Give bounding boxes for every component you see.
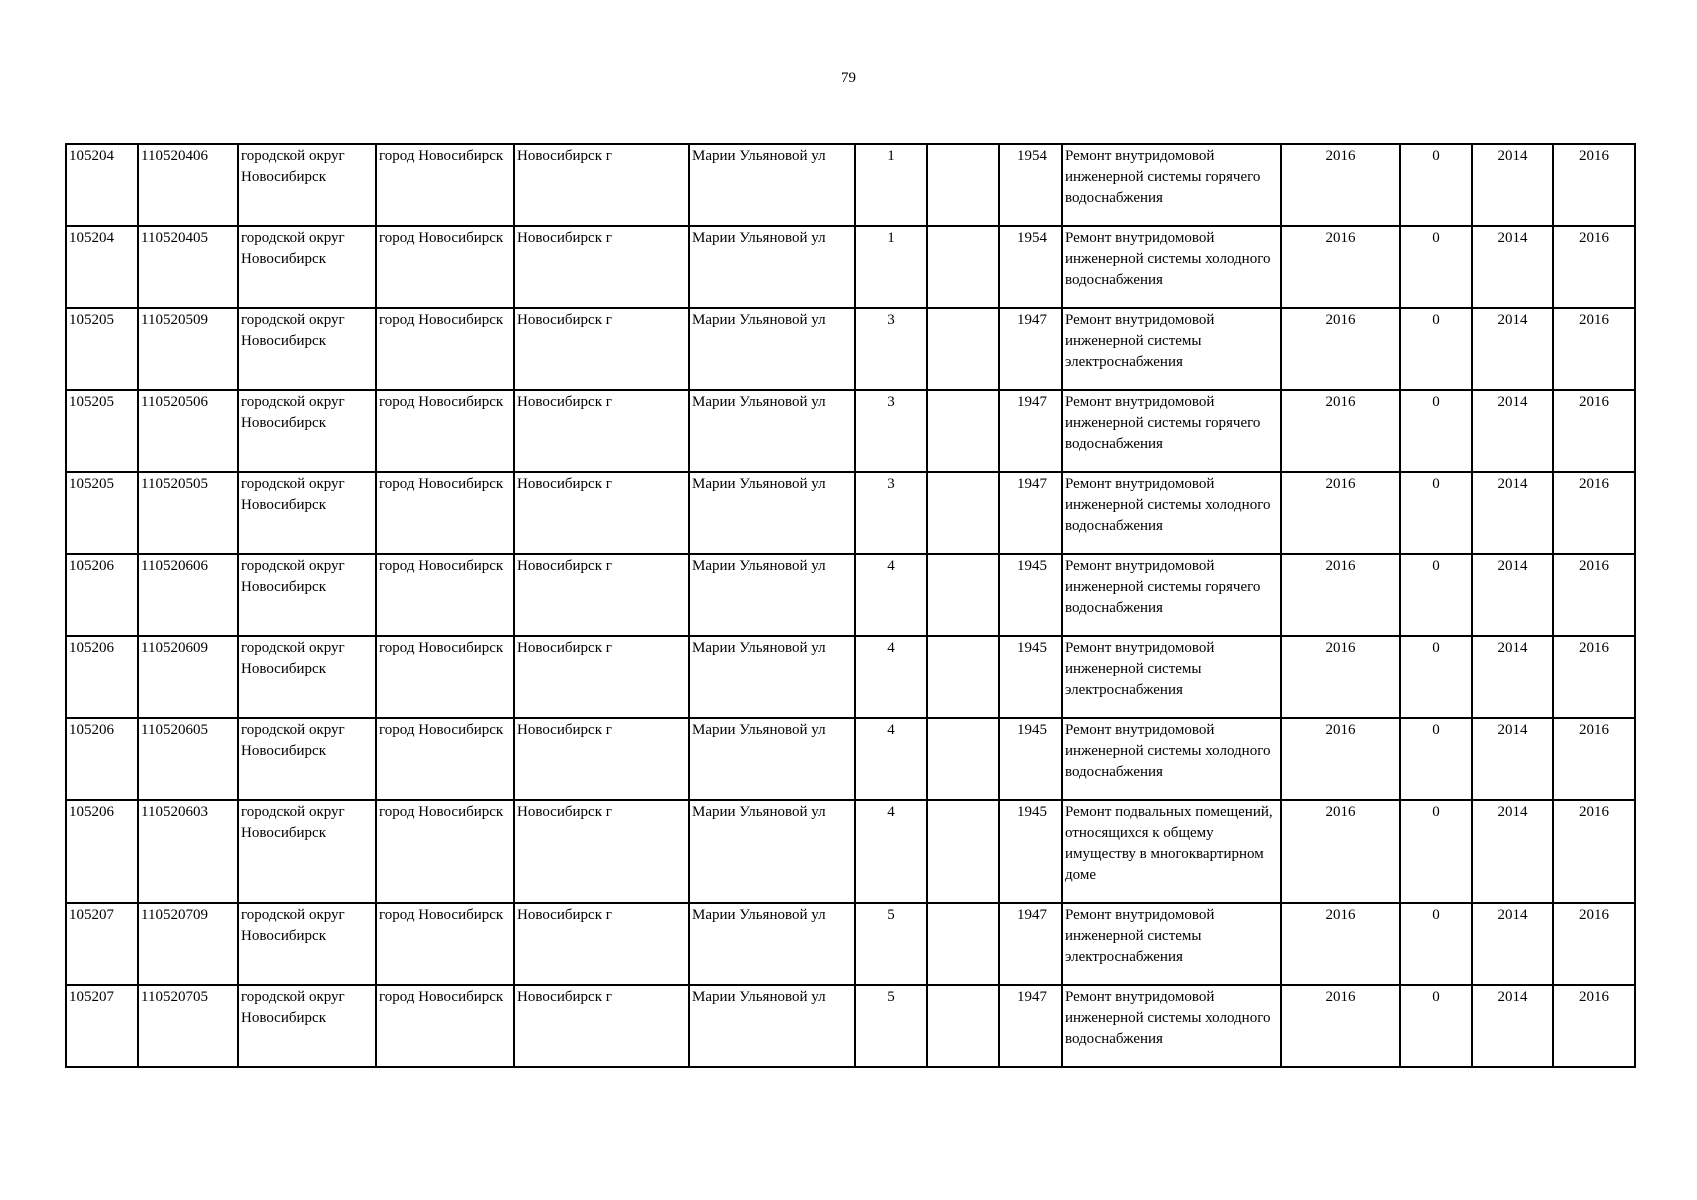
work-type-cell: Ремонт внутридомовой инженерной системы электроснабжения xyxy=(1062,903,1281,985)
street-cell: Марии Ульяновой ул xyxy=(689,554,855,636)
zero-cell: 0 xyxy=(1400,472,1472,554)
end-year-cell: 2016 xyxy=(1553,636,1635,718)
settlement-cell: город Новосибирск xyxy=(376,800,514,903)
municipality-cell: городской округ Новосибирск xyxy=(238,554,376,636)
city-cell: Новосибирск г xyxy=(514,903,689,985)
municipality-cell: городской округ Новосибирск xyxy=(238,226,376,308)
page-number: 79 xyxy=(841,70,856,86)
plan-year-cell: 2016 xyxy=(1281,472,1400,554)
city-cell: Новосибирск г xyxy=(514,226,689,308)
year-built-cell: 1947 xyxy=(999,903,1062,985)
city-cell: Новосибирск г xyxy=(514,144,689,226)
city-cell: Новосибирск г xyxy=(514,800,689,903)
year-built-cell: 1947 xyxy=(999,390,1062,472)
house-number-cell: 1 xyxy=(855,144,927,226)
building-cell xyxy=(927,390,999,472)
street-cell: Марии Ульяновой ул xyxy=(689,800,855,903)
work-code-cell: 110520606 xyxy=(138,554,238,636)
work-type-cell: Ремонт внутридомовой инженерной системы горячего водоснабжения xyxy=(1062,390,1281,472)
municipality-cell: городской округ Новосибирск xyxy=(238,472,376,554)
plan-year-cell: 2016 xyxy=(1281,903,1400,985)
work-type-cell: Ремонт внутридомовой инженерной системы холодного водоснабжения xyxy=(1062,472,1281,554)
house-id-cell: 105205 xyxy=(66,472,138,554)
plan-year-cell: 2016 xyxy=(1281,226,1400,308)
house-id-cell: 105205 xyxy=(66,308,138,390)
end-year-cell: 2016 xyxy=(1553,226,1635,308)
municipality-cell: городской округ Новосибирск xyxy=(238,985,376,1067)
house-id-cell: 105206 xyxy=(66,718,138,800)
start-year-cell: 2014 xyxy=(1472,308,1553,390)
end-year-cell: 2016 xyxy=(1553,718,1635,800)
start-year-cell: 2014 xyxy=(1472,718,1553,800)
plan-year-cell: 2016 xyxy=(1281,800,1400,903)
zero-cell: 0 xyxy=(1400,800,1472,903)
end-year-cell: 2016 xyxy=(1553,308,1635,390)
zero-cell: 0 xyxy=(1400,308,1472,390)
table-row xyxy=(66,472,1635,554)
start-year-cell: 2014 xyxy=(1472,472,1553,554)
end-year-cell: 2016 xyxy=(1553,903,1635,985)
capital-repair-table xyxy=(65,143,1636,1068)
work-type-cell: Ремонт внутридомовой инженерной системы холодного водоснабжения xyxy=(1062,985,1281,1067)
city-cell: Новосибирск г xyxy=(514,472,689,554)
zero-cell: 0 xyxy=(1400,718,1472,800)
start-year-cell: 2014 xyxy=(1472,144,1553,226)
city-cell: Новосибирск г xyxy=(514,718,689,800)
house-id-cell: 105206 xyxy=(66,554,138,636)
work-code-cell: 110520603 xyxy=(138,800,238,903)
street-cell: Марии Ульяновой ул xyxy=(689,903,855,985)
plan-year-cell: 2016 xyxy=(1281,144,1400,226)
end-year-cell: 2016 xyxy=(1553,144,1635,226)
plan-year-cell: 2016 xyxy=(1281,718,1400,800)
building-cell xyxy=(927,472,999,554)
street-cell: Марии Ульяновой ул xyxy=(689,144,855,226)
city-cell: Новосибирск г xyxy=(514,636,689,718)
end-year-cell: 2016 xyxy=(1553,472,1635,554)
zero-cell: 0 xyxy=(1400,636,1472,718)
year-built-cell: 1945 xyxy=(999,636,1062,718)
building-cell xyxy=(927,226,999,308)
street-cell: Марии Ульяновой ул xyxy=(689,390,855,472)
settlement-cell: город Новосибирск xyxy=(376,718,514,800)
year-built-cell: 1945 xyxy=(999,800,1062,903)
house-id-cell: 105206 xyxy=(66,800,138,903)
street-cell: Марии Ульяновой ул xyxy=(689,308,855,390)
municipality-cell: городской округ Новосибирск xyxy=(238,144,376,226)
house-id-cell: 105206 xyxy=(66,636,138,718)
house-id-cell: 105204 xyxy=(66,226,138,308)
street-cell: Марии Ульяновой ул xyxy=(689,718,855,800)
house-id-cell: 105204 xyxy=(66,144,138,226)
municipality-cell: городской округ Новосибирск xyxy=(238,718,376,800)
work-code-cell: 110520705 xyxy=(138,985,238,1067)
settlement-cell: город Новосибирск xyxy=(376,472,514,554)
city-cell: Новосибирск г xyxy=(514,985,689,1067)
work-type-cell: Ремонт внутридомовой инженерной системы горячего водоснабжения xyxy=(1062,554,1281,636)
house-id-cell: 105207 xyxy=(66,903,138,985)
settlement-cell: город Новосибирск xyxy=(376,390,514,472)
zero-cell: 0 xyxy=(1400,903,1472,985)
street-cell: Марии Ульяновой ул xyxy=(689,985,855,1067)
work-code-cell: 110520405 xyxy=(138,226,238,308)
settlement-cell: город Новосибирск xyxy=(376,554,514,636)
settlement-cell: город Новосибирск xyxy=(376,903,514,985)
start-year-cell: 2014 xyxy=(1472,800,1553,903)
building-cell xyxy=(927,718,999,800)
building-cell xyxy=(927,636,999,718)
start-year-cell: 2014 xyxy=(1472,390,1553,472)
settlement-cell: город Новосибирск xyxy=(376,144,514,226)
work-code-cell: 110520605 xyxy=(138,718,238,800)
house-number-cell: 1 xyxy=(855,226,927,308)
house-id-cell: 105207 xyxy=(66,985,138,1067)
house-number-cell: 4 xyxy=(855,636,927,718)
table-row xyxy=(66,903,1635,985)
city-cell: Новосибирск г xyxy=(514,554,689,636)
table-row xyxy=(66,636,1635,718)
start-year-cell: 2014 xyxy=(1472,636,1553,718)
table-row xyxy=(66,985,1635,1067)
end-year-cell: 2016 xyxy=(1553,390,1635,472)
plan-year-cell: 2016 xyxy=(1281,308,1400,390)
start-year-cell: 2014 xyxy=(1472,226,1553,308)
year-built-cell: 1947 xyxy=(999,308,1062,390)
street-cell: Марии Ульяновой ул xyxy=(689,226,855,308)
house-id-cell: 105205 xyxy=(66,390,138,472)
municipality-cell: городской округ Новосибирск xyxy=(238,800,376,903)
table-row xyxy=(66,144,1635,226)
plan-year-cell: 2016 xyxy=(1281,985,1400,1067)
start-year-cell: 2014 xyxy=(1472,903,1553,985)
street-cell: Марии Ульяновой ул xyxy=(689,472,855,554)
start-year-cell: 2014 xyxy=(1472,985,1553,1067)
settlement-cell: город Новосибирск xyxy=(376,226,514,308)
year-built-cell: 1945 xyxy=(999,718,1062,800)
work-type-cell: Ремонт внутридомовой инженерной системы холодного водоснабжения xyxy=(1062,226,1281,308)
table-row xyxy=(66,390,1635,472)
municipality-cell: городской округ Новосибирск xyxy=(238,308,376,390)
building-cell xyxy=(927,144,999,226)
table-row xyxy=(66,308,1635,390)
street-cell: Марии Ульяновой ул xyxy=(689,636,855,718)
end-year-cell: 2016 xyxy=(1553,554,1635,636)
table-row xyxy=(66,226,1635,308)
municipality-cell: городской округ Новосибирск xyxy=(238,903,376,985)
end-year-cell: 2016 xyxy=(1553,985,1635,1067)
year-built-cell: 1954 xyxy=(999,144,1062,226)
work-type-cell: Ремонт внутридомовой инженерной системы электроснабжения xyxy=(1062,636,1281,718)
work-type-cell: Ремонт внутридомовой инженерной системы холодного водоснабжения xyxy=(1062,718,1281,800)
year-built-cell: 1954 xyxy=(999,226,1062,308)
house-number-cell: 4 xyxy=(855,718,927,800)
house-number-cell: 5 xyxy=(855,903,927,985)
zero-cell: 0 xyxy=(1400,554,1472,636)
municipality-cell: городской округ Новосибирск xyxy=(238,636,376,718)
table-row xyxy=(66,718,1635,800)
house-number-cell: 4 xyxy=(855,800,927,903)
settlement-cell: город Новосибирск xyxy=(376,308,514,390)
table-row xyxy=(66,554,1635,636)
work-code-cell: 110520506 xyxy=(138,390,238,472)
table-row xyxy=(66,800,1635,903)
zero-cell: 0 xyxy=(1400,226,1472,308)
plan-year-cell: 2016 xyxy=(1281,554,1400,636)
work-code-cell: 110520709 xyxy=(138,903,238,985)
zero-cell: 0 xyxy=(1400,144,1472,226)
house-number-cell: 5 xyxy=(855,985,927,1067)
work-code-cell: 110520406 xyxy=(138,144,238,226)
city-cell: Новосибирск г xyxy=(514,308,689,390)
work-code-cell: 110520609 xyxy=(138,636,238,718)
municipality-cell: городской округ Новосибирск xyxy=(238,390,376,472)
work-type-cell: Ремонт внутридомовой инженерной системы электроснабжения xyxy=(1062,308,1281,390)
zero-cell: 0 xyxy=(1400,985,1472,1067)
work-type-cell: Ремонт подвальных помещений, относящихся к общему имуществу в многоквартирном доме xyxy=(1062,800,1281,903)
plan-year-cell: 2016 xyxy=(1281,390,1400,472)
house-number-cell: 3 xyxy=(855,308,927,390)
building-cell xyxy=(927,903,999,985)
end-year-cell: 2016 xyxy=(1553,800,1635,903)
settlement-cell: город Новосибирск xyxy=(376,985,514,1067)
work-code-cell: 110520509 xyxy=(138,308,238,390)
house-number-cell: 3 xyxy=(855,472,927,554)
city-cell: Новосибирск г xyxy=(514,390,689,472)
year-built-cell: 1947 xyxy=(999,472,1062,554)
building-cell xyxy=(927,985,999,1067)
building-cell xyxy=(927,554,999,636)
year-built-cell: 1947 xyxy=(999,985,1062,1067)
building-cell xyxy=(927,800,999,903)
start-year-cell: 2014 xyxy=(1472,554,1553,636)
building-cell xyxy=(927,308,999,390)
house-number-cell: 4 xyxy=(855,554,927,636)
work-code-cell: 110520505 xyxy=(138,472,238,554)
work-type-cell: Ремонт внутридомовой инженерной системы горячего водоснабжения xyxy=(1062,144,1281,226)
plan-year-cell: 2016 xyxy=(1281,636,1400,718)
year-built-cell: 1945 xyxy=(999,554,1062,636)
settlement-cell: город Новосибирск xyxy=(376,636,514,718)
house-number-cell: 3 xyxy=(855,390,927,472)
zero-cell: 0 xyxy=(1400,390,1472,472)
